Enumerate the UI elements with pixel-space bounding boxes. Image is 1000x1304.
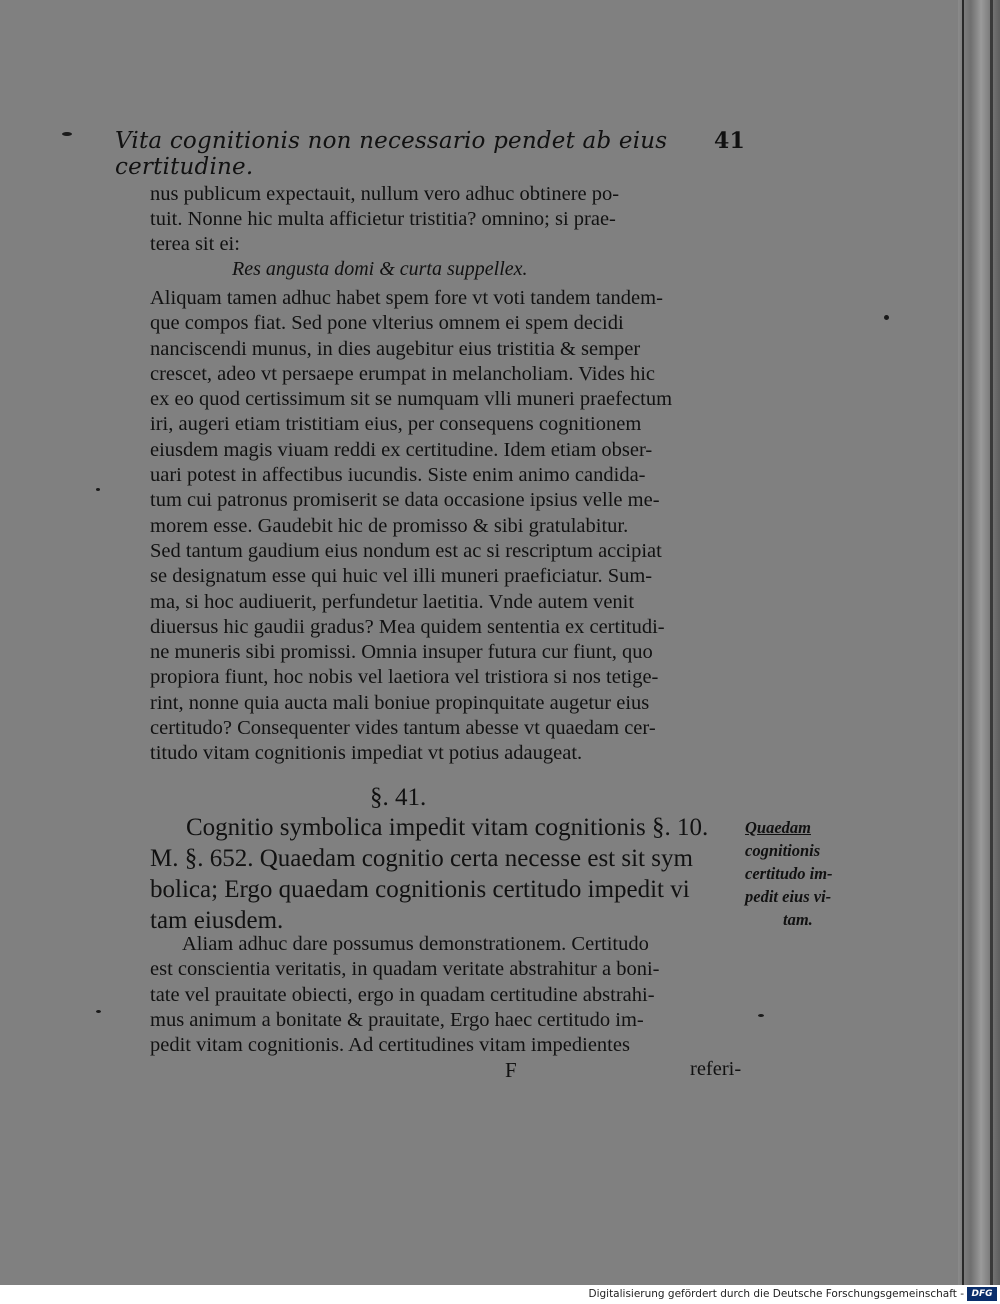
quotation: Res angusta domi & curta suppellex.	[232, 258, 528, 280]
text-line: Aliam adhuc dare possumus demonstrationem. Certitudo	[182, 933, 649, 955]
text-line: est conscientia veritatis, in quadam veritate abstrahitur a boni-	[150, 958, 660, 981]
ink-speck	[62, 132, 72, 136]
text-line: iri, augeri etiam tristitiam eius, per consequens cognitionem	[150, 413, 642, 436]
theorem-paragraph	[150, 812, 740, 936]
demonstration-paragraph	[150, 932, 740, 1058]
text-line: pedit vitam cognitionis. Ad certitudines vitam impedientes	[150, 1034, 630, 1057]
text-line: ma, si hoc audiuerit, perfundetur laetitia. Vnde autem venit	[150, 590, 635, 613]
text-line: ex eo quod certissimum sit se numquam vlli muneri praefectum	[150, 388, 673, 411]
text-line: tum cui patronus promiserit se data occasione ipsius velle me-	[150, 489, 660, 512]
text-line: mus animum a bonitate & prauitate, Ergo haec certitudo im-	[150, 1008, 644, 1031]
text-line: tate vel prauitate obiecti, ergo in quadam certitudine abstrahi-	[150, 983, 655, 1006]
text-line: eiusdem magis viuam reddi ex certitudine. Idem etiam obser-	[150, 438, 653, 461]
note-line: cognitionis	[745, 841, 821, 860]
header-title: Vita cognitionis non necessario pendet ab eius certitudine.	[115, 128, 668, 180]
footer-bar	[0, 1285, 1000, 1304]
text-line: se designatum esse qui huic vel illi muneri praeficiatur. Sum-	[150, 565, 653, 588]
paragraph-body	[150, 286, 738, 767]
text-line: nanciscendi munus, in dies augebitur eius tristitia & semper	[150, 337, 641, 360]
ink-speck	[758, 1014, 764, 1017]
dfg-logo[interactable]: DFG	[967, 1287, 997, 1301]
page-edge-line	[962, 0, 964, 1285]
text-line: Cognitio symbolica impedit vitam cognitionis §. 10.	[186, 814, 709, 841]
text-line: bolica; Ergo quaedam cognitionis certitudo impedit vi	[150, 876, 690, 903]
text-line: Sed tantum gaudium eius nondum est ac si rescriptum accipiat	[150, 539, 662, 562]
text-line: crescet, adeo vt persaepe erumpat in melancholiam. Vides hic	[150, 362, 655, 385]
ink-speck	[96, 488, 100, 491]
catchword: referi-	[690, 1058, 742, 1080]
text-line: M. §. 652. Quaedam cognitio certa necesse est sit sym	[150, 845, 693, 872]
funding-credit: Digitalisierung gefördert durch die Deutsche Forschungsgemeinschaft -	[588, 1288, 964, 1300]
text-line: titudo vitam cognitionis impediat vt potius adaugeat.	[150, 742, 583, 765]
note-line: certitudo im-	[745, 864, 833, 883]
running-header	[115, 128, 745, 180]
text-line: morem esse. Gaudebit hic de promisso & sibi gratulabitur.	[150, 514, 629, 537]
text-line: uari potest in affectibus iucundis. Siste enim animo candida-	[150, 464, 646, 487]
section-heading: §. 41.	[370, 784, 427, 811]
ink-speck	[96, 1010, 101, 1013]
text-line: terea sit ei:	[150, 233, 240, 256]
text-line: diuersus hic gaudii gradus? Mea quidem sententia ex certitudi-	[150, 615, 665, 638]
note-line: Quaedam	[745, 818, 811, 837]
note-line: tam.	[783, 910, 813, 929]
page-edge-line	[990, 0, 993, 1285]
paragraph-continuation	[150, 182, 735, 258]
page-edge	[958, 0, 1000, 1285]
signature-mark: F	[505, 1058, 517, 1082]
text-line: certitudo? Consequenter vides tantum abesse vt quaedam cer-	[150, 717, 656, 740]
ink-speck	[884, 315, 889, 320]
marginal-note	[745, 816, 855, 931]
page-number: 41	[713, 128, 745, 154]
text-line: Aliquam tamen adhuc habet spem fore vt voti tandem tandem-	[150, 287, 663, 309]
text-line: rint, nonne quia aucta mali boniue propinquitate augetur eius	[150, 691, 650, 714]
text-line: tam eiusdem.	[150, 907, 284, 934]
text-line: que compos fiat. Sed pone vlterius omnem ei spem decidi	[150, 312, 624, 335]
text-line: tuit. Nonne hic multa afficietur tristitia? omnino; si prae-	[150, 208, 616, 231]
text-line: propiora fiunt, hoc nobis vel laetiora vel tristiora si nos tetige-	[150, 666, 659, 689]
text-line: ne muneris sibi promissi. Omnia insuper futura cur fiunt, quo	[150, 641, 653, 664]
note-line: pedit eius vi-	[745, 887, 832, 906]
text-line: nus publicum expectauit, nullum vero adhuc obtinere po-	[150, 183, 620, 205]
